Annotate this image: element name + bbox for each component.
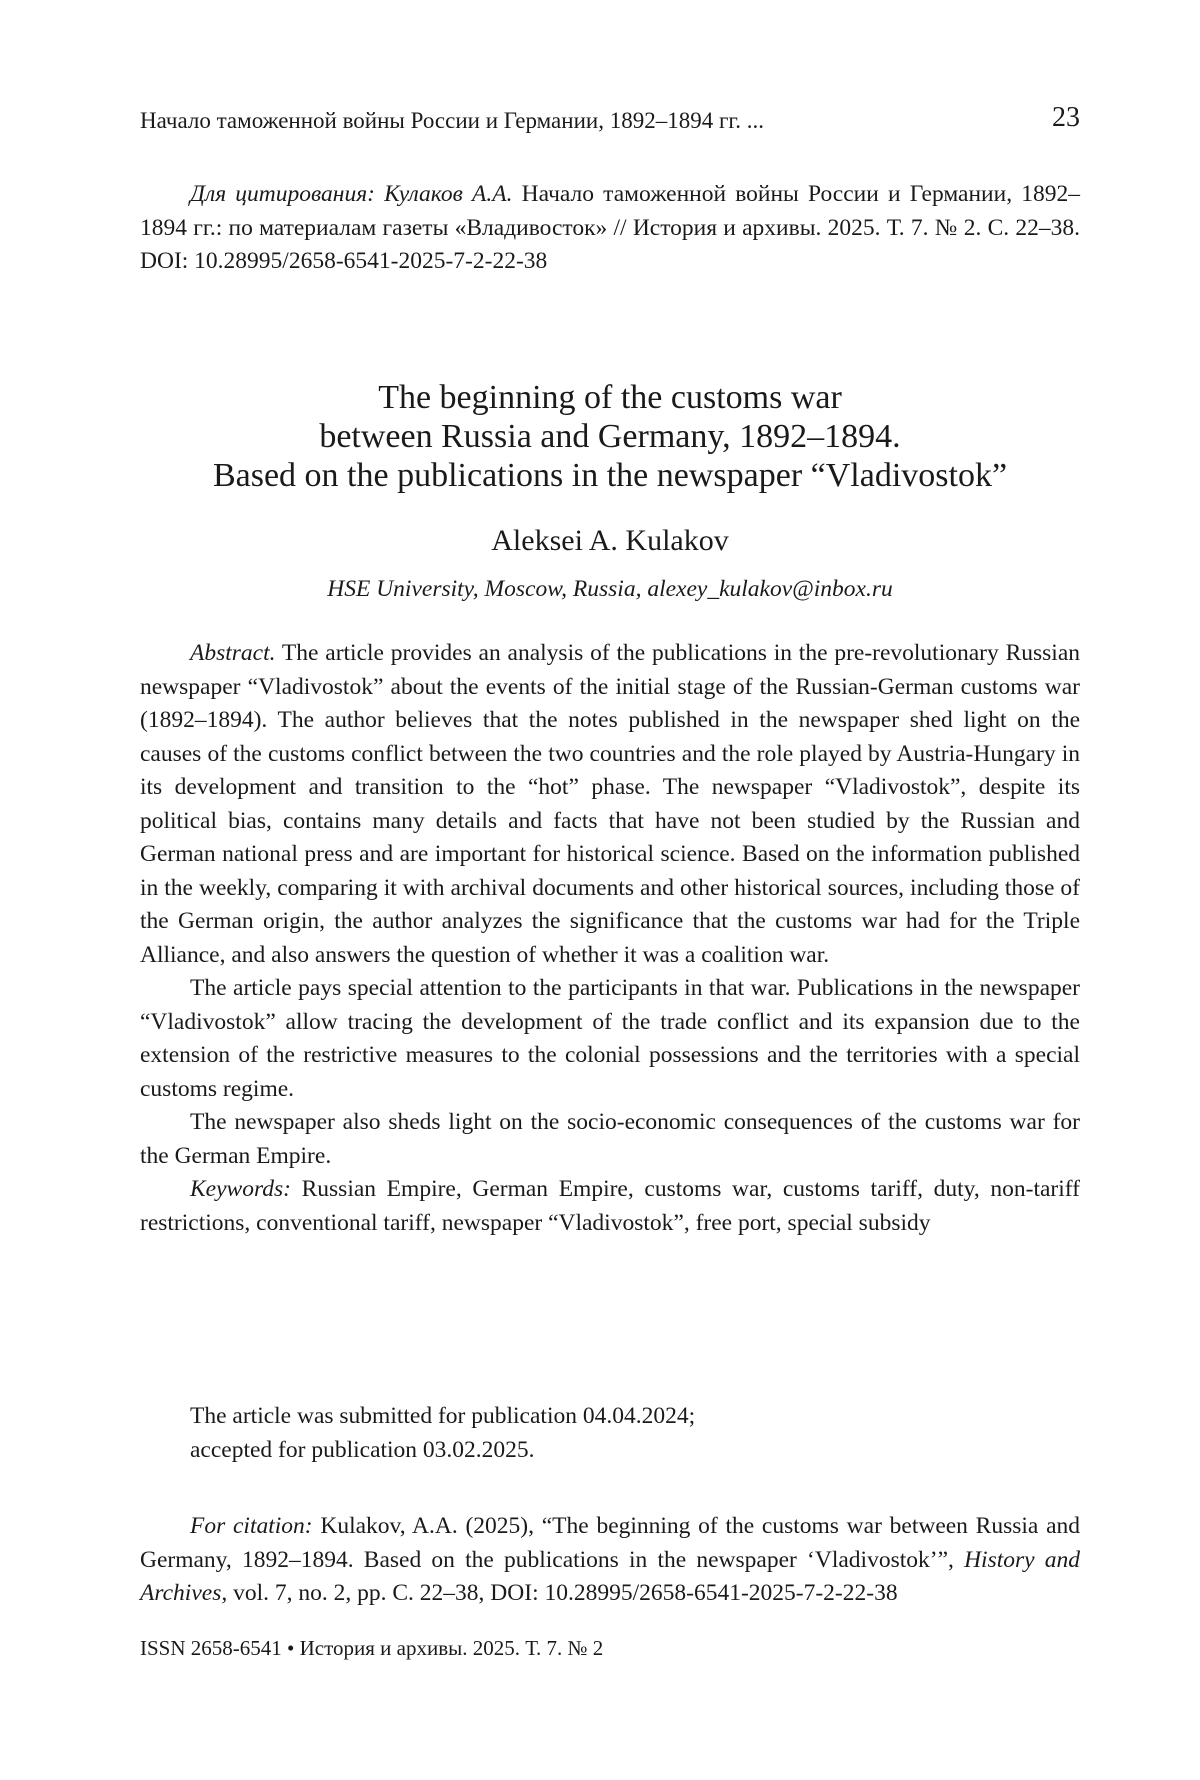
citation-russian [140,178,1080,279]
article-title [140,378,1080,495]
citation-russian-text: Начало таможенной войны России и Германии, 1892–1894 гг.: по материалам газеты «Владивосток» // История и архивы. 2025. Т. 7. № 2. С. 22–38. DOI: 10.28995/2658-6541-2025-7-2-22-38 [140,181,1080,274]
citation-journal: History and Archives, [140,1546,1080,1606]
accepted-date: accepted for publication 03.02.2025. [190,1436,535,1463]
keywords [140,1173,1080,1240]
citation-english-part1: Kulakov, A.A. (2025), “The beginning of the customs war between Russia and Germany, 1892–1894. Based on the publications in the newspaper ‘Vladivostok’”, [140,1513,1080,1573]
abstract-paragraph-3: The newspaper also sheds light on the socio-economic consequences of the customs war for the German Empire. [140,1109,1080,1169]
abstract-text-1: The article provides an analysis of the publications in the pre-revolutionary Russian newspaper “Vladivostok” about the events of the initial stage of the Russian-German customs war (1892–1894). The author believes that the notes published in the newspaper shed light on the causes of the customs conflict between the two countries and the role played by Austria-Hungary in its development and transition to the “hot” phase. The newspaper “Vladivostok”, despite its political bias, contains many details and facts that have not been studied by the Russian and German national press and are important for historical science. Based on the information published in the weekly, comparing it with archival documents and other historical sources, including those of the German origin, the author analyzes the significance that the customs war had for the Triple Alliance, and also answers the question of whether it was a coalition war. [140,640,1080,968]
author-name: Aleksei A. Kulakov [491,524,729,557]
title-line-3: Based on the publications in the newspaper “Vladivostok” [212,457,1008,494]
abstract [140,637,1080,1240]
submitted-date: The article was submitted for publication 04.04.2024; [190,1403,696,1429]
citation-english-part2: vol. 7, no. 2, pp. C. 22–38, DOI: 10.28995/2658-6541-2025-7-2-22-38 [227,1580,898,1606]
citation-english-label: For citation: [190,1513,313,1539]
submission-dates [190,1400,1080,1467]
running-head [140,104,1080,140]
abstract-paragraph-2: The article pays special attention to the participants in that war. Publications in the newspaper “Vladivostok” allow tracing the development of the trade conflict and its expansion due to the extension of the restrictive measures to the colonial possessions and the territories with a special customs regime. [140,975,1080,1102]
running-head-title: Начало таможенной войны России и Германии, 1892–1894 гг. ... [140,108,764,133]
citation-russian-label: Для цитирования: Кулаков А.А. [190,181,513,207]
author-affiliation: HSE University, Moscow, Russia, alexey_kulakov@inbox.ru [327,576,893,602]
title-line-1: The beginning of the customs war [378,379,842,416]
citation-english [140,1510,1080,1611]
page-number: 23 [1052,102,1080,133]
keywords-text: Russian Empire, German Empire, customs war, customs tariff, duty, non-tariff restrictions, conventional tariff, newspaper “Vladivostok”, free port, special subsidy [140,1176,1080,1236]
page-footer: ISSN 2658-6541 • История и архивы. 2025. Т. 7. № 2 [140,1636,604,1660]
abstract-label: Abstract. [190,640,276,666]
keywords-label: Keywords: [190,1176,291,1202]
abstract-paragraph-1 [140,637,1080,972]
title-line-2: between Russia and Germany, 1892–1894. [319,418,901,455]
